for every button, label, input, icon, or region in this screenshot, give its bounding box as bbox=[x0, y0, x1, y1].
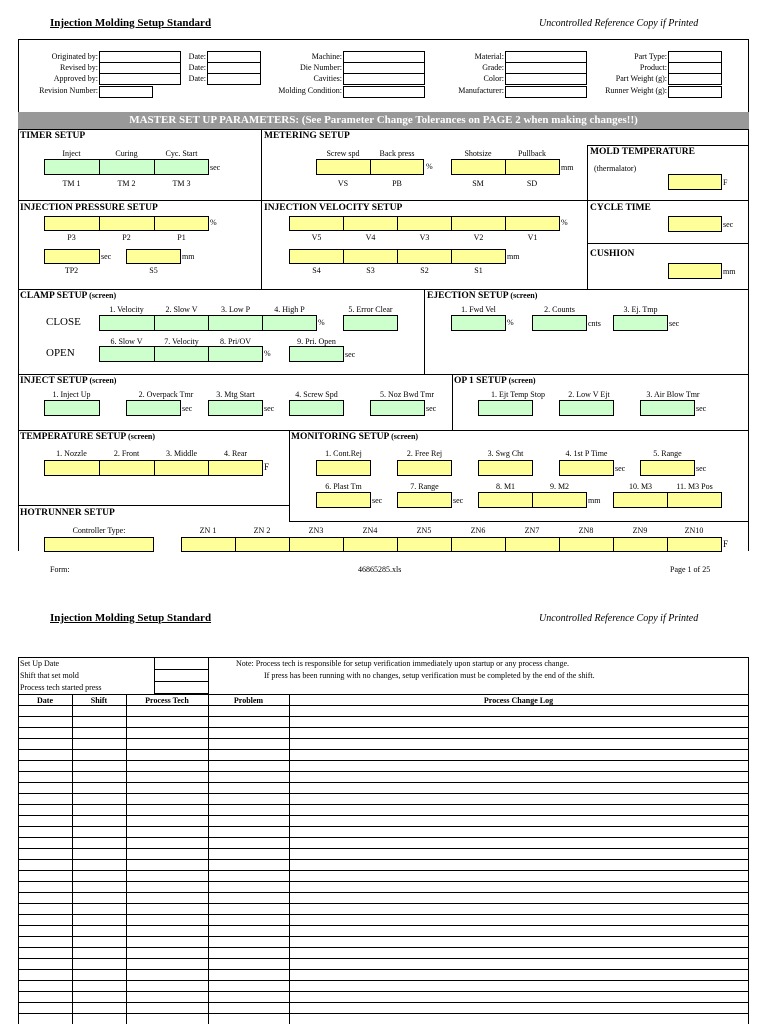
monitor-col: 4. 1st P Time bbox=[565, 449, 608, 458]
temp-col: 2. Front bbox=[113, 449, 140, 458]
monitor-col: 10. M3 bbox=[628, 482, 653, 491]
table-row bbox=[18, 936, 749, 937]
zone-label: ZN4 bbox=[362, 526, 378, 535]
range-field[interactable] bbox=[640, 460, 695, 476]
color-label: Color: bbox=[483, 74, 504, 83]
screw-spd-field[interactable] bbox=[289, 400, 344, 416]
table-row bbox=[18, 771, 749, 772]
col-problem: Problem bbox=[233, 696, 264, 705]
velocity-label: S3 bbox=[366, 266, 375, 275]
controller-field[interactable] bbox=[44, 537, 154, 552]
table-row bbox=[18, 848, 749, 849]
timer-title: TIMER SETUP bbox=[20, 131, 86, 141]
inject-col: 2. Overpack Tmr bbox=[138, 390, 194, 399]
ej-tmp-field[interactable] bbox=[613, 315, 668, 331]
zone-label: ZN10 bbox=[684, 526, 704, 535]
zone-field[interactable] bbox=[667, 537, 722, 552]
free-rej-field[interactable] bbox=[397, 460, 452, 476]
m3-pos-field[interactable] bbox=[667, 492, 722, 508]
unit-label: sec bbox=[669, 319, 680, 328]
table-row bbox=[18, 705, 749, 706]
unit-label: % bbox=[210, 218, 217, 227]
revision-field[interactable] bbox=[99, 86, 153, 98]
unit-label: mm bbox=[507, 252, 520, 261]
clamp-open-field[interactable] bbox=[154, 346, 209, 362]
inj-pressure-title: INJECTION PRESSURE SETUP bbox=[20, 203, 158, 213]
cushion-field[interactable] bbox=[668, 263, 722, 279]
ejection-col: 1. Fwd Vel bbox=[461, 305, 496, 314]
middle-field[interactable] bbox=[154, 460, 209, 476]
inj-velocity-title: INJECTION VELOCITY SETUP bbox=[264, 203, 403, 213]
rear-field[interactable] bbox=[208, 460, 263, 476]
clamp-screen: (screen) bbox=[89, 291, 117, 300]
timer-col: Inject bbox=[62, 149, 81, 158]
counts-field[interactable] bbox=[532, 315, 587, 331]
zone-field[interactable] bbox=[235, 537, 290, 552]
zone-field[interactable] bbox=[181, 537, 236, 552]
divider bbox=[587, 145, 749, 146]
table-row bbox=[18, 914, 749, 915]
temp-col: 3. Middle bbox=[165, 449, 198, 458]
v3-field[interactable] bbox=[397, 216, 452, 231]
grade-label: Grade: bbox=[482, 63, 504, 72]
unit-label: sec bbox=[453, 496, 464, 505]
table-row bbox=[18, 859, 749, 860]
date-field-3[interactable] bbox=[207, 73, 261, 85]
clamp-col: 6. Slow V bbox=[110, 337, 143, 346]
table-row bbox=[18, 947, 749, 948]
velocity-label: S2 bbox=[420, 266, 429, 275]
zone-field[interactable] bbox=[559, 537, 614, 552]
metering-col: Pullback bbox=[518, 149, 546, 158]
clamp-col: 5. Error Clear bbox=[348, 305, 393, 314]
divider bbox=[587, 243, 749, 244]
error-clear-field[interactable] bbox=[343, 315, 398, 331]
divider bbox=[424, 289, 425, 374]
unit-label: % bbox=[507, 318, 514, 327]
p3-field[interactable] bbox=[44, 216, 100, 231]
inject-title-text: INJECT SETUP bbox=[20, 376, 88, 386]
op1-screen: (screen) bbox=[508, 376, 536, 385]
page2-copy-note: Uncontrolled Reference Copy if Printed bbox=[539, 613, 699, 624]
cont-rej-field[interactable] bbox=[316, 460, 371, 476]
table-row bbox=[18, 793, 749, 794]
fwd-vel-field[interactable] bbox=[451, 315, 506, 331]
zone-field[interactable] bbox=[505, 537, 560, 552]
monitor-col: 7. Range bbox=[410, 482, 439, 491]
manufacturer-field[interactable] bbox=[505, 86, 587, 98]
note-text-2: If press has been running with no changes, setup verification must be completed by the end of the shift. bbox=[264, 671, 595, 680]
clamp-title bbox=[20, 291, 116, 301]
pressure-label: TP2 bbox=[64, 266, 79, 275]
table-row bbox=[18, 804, 749, 805]
ejection-col: 2. Counts bbox=[544, 305, 575, 314]
op1-title-text: OP 1 SETUP bbox=[454, 376, 507, 386]
col-date: Date bbox=[37, 696, 53, 705]
clamp-col: 4. High P bbox=[274, 305, 305, 314]
zone-field[interactable] bbox=[289, 537, 344, 552]
low-v-ejt-field[interactable] bbox=[559, 400, 614, 416]
timer-label: TM 3 bbox=[172, 179, 191, 188]
metering-col: Shotsize bbox=[464, 149, 492, 158]
tech-field[interactable] bbox=[154, 681, 209, 694]
table-row bbox=[18, 870, 749, 871]
table-row bbox=[18, 925, 749, 926]
note-text: Note: Process tech is responsible for setup verification immediately upon startup or any process change. bbox=[236, 659, 570, 668]
monitor-col: 2. Free Rej bbox=[406, 449, 443, 458]
divider bbox=[452, 374, 453, 430]
ejt-temp-stop-field[interactable] bbox=[478, 400, 533, 416]
inject-col: 1. Inject Up bbox=[52, 390, 91, 399]
temp-col: 1. Nozzle bbox=[56, 449, 87, 458]
monitoring-screen: (screen) bbox=[391, 432, 419, 441]
date-label-3: Date: bbox=[188, 74, 206, 83]
part-weight-field[interactable] bbox=[668, 73, 722, 85]
ejection-title bbox=[427, 291, 537, 301]
unit-label: sec bbox=[615, 464, 626, 473]
op1-title bbox=[454, 376, 536, 386]
product-label: Product: bbox=[639, 63, 667, 72]
inject-up-field[interactable] bbox=[44, 400, 100, 416]
tech-label: Process tech started press bbox=[20, 683, 102, 692]
divider bbox=[289, 521, 749, 522]
col-process-tech: Process Tech bbox=[145, 696, 189, 705]
revision-label: Revision Number: bbox=[39, 86, 98, 95]
monitor-col: 11. M3 Pos bbox=[676, 482, 713, 491]
pri-open-field[interactable] bbox=[289, 346, 344, 362]
table-row bbox=[18, 782, 749, 783]
revised-label: Revised by: bbox=[60, 63, 98, 72]
zone-label: ZN 1 bbox=[199, 526, 217, 535]
clamp-col: 8. Pri/OV bbox=[219, 337, 252, 346]
machine-label: Machine: bbox=[311, 52, 342, 61]
runner-weight-label: Runner Weight (g): bbox=[605, 86, 667, 95]
approved-field[interactable] bbox=[99, 73, 181, 85]
molding-field[interactable] bbox=[343, 86, 425, 98]
op1-col: 3. Air Blow Tmr bbox=[646, 390, 700, 399]
range2-field[interactable] bbox=[397, 492, 452, 508]
page2-title: Injection Molding Setup Standard bbox=[50, 612, 212, 624]
timer-col: Curing bbox=[115, 149, 138, 158]
unit-label: sec bbox=[264, 404, 275, 413]
controller-label: Controller Type: bbox=[72, 526, 126, 535]
runner-weight-field[interactable] bbox=[668, 86, 722, 98]
divider bbox=[18, 505, 289, 506]
ejection-title-text: EJECTION SETUP bbox=[427, 291, 509, 301]
part-weight-label: Part Weight (g): bbox=[615, 74, 667, 83]
cavities-field[interactable] bbox=[343, 73, 425, 85]
table-row bbox=[18, 969, 749, 970]
monitor-col: 3. Swg Cht bbox=[487, 449, 524, 458]
table-row bbox=[18, 903, 749, 904]
unit-label: mm bbox=[182, 252, 195, 261]
cycle-time-field[interactable] bbox=[668, 216, 722, 232]
unit-label: sec bbox=[696, 404, 707, 413]
s3-field[interactable] bbox=[343, 249, 398, 264]
table-row bbox=[18, 837, 749, 838]
op1-col: 1. Ejt Temp Stop bbox=[491, 390, 545, 399]
approved-label: Approved by: bbox=[53, 74, 98, 83]
metering-col: Screw spd bbox=[326, 149, 360, 158]
overpack-field[interactable] bbox=[126, 400, 181, 416]
s5-field[interactable] bbox=[126, 249, 181, 264]
copy-note: Uncontrolled Reference Copy if Printed bbox=[539, 18, 699, 29]
molding-label: Molding Condition: bbox=[278, 86, 342, 95]
timer-label: TM 1 bbox=[62, 179, 81, 188]
v4-field[interactable] bbox=[343, 216, 398, 231]
table-row bbox=[18, 760, 749, 761]
sm-field[interactable] bbox=[451, 159, 506, 175]
open-label: OPEN bbox=[46, 347, 75, 359]
mold-temp-title: MOLD TEMPERATURE bbox=[590, 147, 695, 157]
zone-label: ZN 2 bbox=[253, 526, 271, 535]
zone-field[interactable] bbox=[451, 537, 506, 552]
unit-label: sec bbox=[426, 404, 437, 413]
divider bbox=[289, 430, 290, 522]
s4-field[interactable] bbox=[289, 249, 344, 264]
date-label-1: Date: bbox=[188, 52, 206, 61]
hotrunner-title: HOTRUNNER SETUP bbox=[20, 508, 115, 518]
clamp-close-field[interactable] bbox=[99, 315, 155, 331]
temperature-screen: (screen) bbox=[128, 432, 155, 441]
temperature-title-text: TEMPERATURE SETUP bbox=[20, 432, 126, 442]
mold-temp-sub: (thermalator) bbox=[594, 164, 637, 173]
clamp-col: 3. Low P bbox=[220, 305, 251, 314]
unit-label: mm bbox=[561, 163, 574, 172]
clamp-close-field[interactable] bbox=[208, 315, 263, 331]
inject-title bbox=[20, 376, 116, 386]
metering-label: VS bbox=[337, 179, 349, 188]
v1-field[interactable] bbox=[505, 216, 560, 231]
divider bbox=[18, 430, 749, 431]
unit-label: mm bbox=[588, 496, 601, 505]
pressure-label: P1 bbox=[177, 233, 186, 242]
pressure-label: P2 bbox=[122, 233, 131, 242]
cushion-title: CUSHION bbox=[590, 249, 635, 259]
divider bbox=[18, 200, 749, 201]
unit-label: mm bbox=[723, 267, 736, 276]
footer-file: 46865285.xls bbox=[358, 565, 402, 574]
clamp-title-text: CLAMP SETUP bbox=[20, 291, 87, 301]
table-row bbox=[18, 991, 749, 992]
cavities-label: Cavities: bbox=[313, 74, 342, 83]
tm3-field[interactable] bbox=[154, 159, 209, 175]
clamp-close-field[interactable] bbox=[154, 315, 209, 331]
tm2-field[interactable] bbox=[99, 159, 155, 175]
table-row bbox=[18, 749, 749, 750]
unit-label: F bbox=[264, 462, 270, 472]
temperature-title bbox=[20, 432, 155, 442]
plast-tm-field[interactable] bbox=[316, 492, 371, 508]
page-title: Injection Molding Setup Standard bbox=[50, 17, 212, 29]
unit-label: % bbox=[318, 318, 325, 327]
velocity-label: V4 bbox=[365, 233, 376, 242]
m3-field[interactable] bbox=[613, 492, 668, 508]
part-type-label: Part Type: bbox=[634, 52, 667, 61]
table-row bbox=[18, 1013, 749, 1014]
col-change-log: Process Change Log bbox=[483, 696, 554, 705]
table-row bbox=[18, 1002, 749, 1003]
divider bbox=[587, 145, 588, 289]
table-row bbox=[18, 815, 749, 816]
master-banner: MASTER SET UP PARAMETERS: (See Parameter Change Tolerances on PAGE 2 when making changes!!) bbox=[18, 112, 749, 129]
vs-field[interactable] bbox=[316, 159, 371, 175]
timer-col: Cyc. Start bbox=[165, 149, 198, 158]
m2-field[interactable] bbox=[532, 492, 587, 508]
air-blow-field[interactable] bbox=[640, 400, 695, 416]
cycle-time-title: CYCLE TIME bbox=[590, 203, 651, 213]
date-label-2: Date: bbox=[188, 63, 206, 72]
die-label: Die Number: bbox=[300, 63, 342, 72]
inject-screen: (screen) bbox=[89, 376, 117, 385]
unit-label: % bbox=[426, 162, 433, 171]
metering-label: PB bbox=[392, 179, 402, 188]
monitor-col: 8. M1 bbox=[495, 482, 516, 491]
close-label: CLOSE bbox=[46, 316, 81, 328]
pressure-label: P3 bbox=[67, 233, 76, 242]
mold-temp-field[interactable] bbox=[668, 174, 722, 190]
velocity-label: V1 bbox=[527, 233, 538, 242]
unit-label: sec bbox=[210, 163, 221, 172]
velocity-label: V3 bbox=[419, 233, 430, 242]
unit-label: F bbox=[723, 539, 729, 549]
noz-bwd-field[interactable] bbox=[370, 400, 425, 416]
divider bbox=[18, 374, 749, 375]
metering-label: SD bbox=[526, 179, 538, 188]
zone-label: ZN3 bbox=[308, 526, 324, 535]
table-row bbox=[18, 958, 749, 959]
s1-field[interactable] bbox=[451, 249, 506, 264]
originated-label: Originated by: bbox=[51, 52, 98, 61]
inject-col: 4. Screw Spd bbox=[295, 390, 338, 399]
velocity-label: V2 bbox=[473, 233, 484, 242]
pressure-label: S5 bbox=[149, 266, 158, 275]
clamp-open-field[interactable] bbox=[99, 346, 155, 362]
divider bbox=[18, 694, 749, 695]
v5-field[interactable] bbox=[289, 216, 344, 231]
v2-field[interactable] bbox=[451, 216, 506, 231]
clamp-col: 7. Velocity bbox=[164, 337, 199, 346]
velocity-label: S1 bbox=[474, 266, 483, 275]
material-label: Material: bbox=[474, 52, 504, 61]
unit-label: sec bbox=[101, 252, 112, 261]
ejection-screen: (screen) bbox=[510, 291, 538, 300]
velocity-label: S4 bbox=[312, 266, 321, 275]
zone-field[interactable] bbox=[613, 537, 668, 552]
p1-field[interactable] bbox=[154, 216, 209, 231]
unit-label: % bbox=[264, 349, 271, 358]
setup-date-label: Set Up Date bbox=[20, 659, 60, 668]
zone-label: ZN6 bbox=[470, 526, 486, 535]
unit-label: sec bbox=[723, 220, 734, 229]
tm1-field[interactable] bbox=[44, 159, 100, 175]
inject-col: 5. Noz Bwd Tmr bbox=[379, 390, 435, 399]
divider bbox=[18, 129, 749, 130]
unit-label: sec bbox=[345, 350, 356, 359]
table-row bbox=[18, 826, 749, 827]
zone-label: ZN7 bbox=[524, 526, 540, 535]
zone-field[interactable] bbox=[397, 537, 452, 552]
unit-label: cnts bbox=[588, 319, 601, 328]
table-row bbox=[18, 727, 749, 728]
table-row bbox=[18, 738, 749, 739]
table-row bbox=[18, 716, 749, 717]
divider bbox=[18, 289, 749, 290]
unit-label: F bbox=[723, 178, 728, 187]
zone-field[interactable] bbox=[343, 537, 398, 552]
col-shift: Shift bbox=[90, 696, 108, 705]
unit-label: % bbox=[561, 218, 568, 227]
zone-label: ZN8 bbox=[578, 526, 594, 535]
nozzle-field[interactable] bbox=[44, 460, 100, 476]
metering-col: Back press bbox=[379, 149, 415, 158]
ejection-col: 3. Ej. Tmp bbox=[623, 305, 658, 314]
monitor-col: 6. Plast Tm bbox=[325, 482, 362, 491]
tp2-field[interactable] bbox=[44, 249, 100, 264]
mtg-start-field[interactable] bbox=[208, 400, 263, 416]
pb-field[interactable] bbox=[370, 159, 424, 175]
monitor-col: 1. Cont.Rej bbox=[325, 449, 362, 458]
m1-field[interactable] bbox=[478, 492, 533, 508]
front-field[interactable] bbox=[99, 460, 155, 476]
s2-field[interactable] bbox=[397, 249, 452, 264]
swg-cht-field[interactable] bbox=[478, 460, 533, 476]
unit-label: sec bbox=[696, 464, 707, 473]
manufacturer-label: Manufacturer: bbox=[458, 86, 504, 95]
unit-label: sec bbox=[372, 496, 383, 505]
frame-top bbox=[18, 39, 749, 40]
divider bbox=[261, 129, 262, 289]
metering-label: SM bbox=[472, 179, 484, 188]
unit-label: sec bbox=[182, 404, 193, 413]
sd-field[interactable] bbox=[505, 159, 560, 175]
footer-page: Page 1 of 25 bbox=[670, 565, 711, 574]
metering-title: METERING SETUP bbox=[264, 131, 350, 141]
p2-field[interactable] bbox=[99, 216, 155, 231]
footer-form: Form: bbox=[50, 565, 70, 574]
zone-label: ZN5 bbox=[416, 526, 432, 535]
clamp-col: 2. Slow V bbox=[165, 305, 198, 314]
zone-label: ZN9 bbox=[632, 526, 648, 535]
table-row bbox=[18, 980, 749, 981]
velocity-label: V5 bbox=[311, 233, 322, 242]
monitor-col: 5. Range bbox=[653, 449, 682, 458]
monitor-col: 9. M2 bbox=[549, 482, 570, 491]
first-p-time-field[interactable] bbox=[559, 460, 614, 476]
monitoring-title bbox=[291, 432, 418, 442]
clamp-col: 9. Pri. Open bbox=[297, 337, 336, 346]
shift-label: Shift that set mold bbox=[20, 671, 79, 680]
timer-label: TM 2 bbox=[117, 179, 136, 188]
divider bbox=[18, 657, 749, 658]
op1-col: 2. Low V Ejt bbox=[568, 390, 610, 399]
inject-col: 3. Mtg Start bbox=[216, 390, 255, 399]
color-field[interactable] bbox=[505, 73, 587, 85]
temp-col: 4. Rear bbox=[223, 449, 248, 458]
table-row bbox=[18, 892, 749, 893]
clamp-close-field[interactable] bbox=[262, 315, 317, 331]
table-row bbox=[18, 881, 749, 882]
clamp-col: 1. Velocity bbox=[109, 305, 144, 314]
monitoring-title-text: MONITORING SETUP bbox=[291, 432, 389, 442]
clamp-open-field[interactable] bbox=[208, 346, 263, 362]
